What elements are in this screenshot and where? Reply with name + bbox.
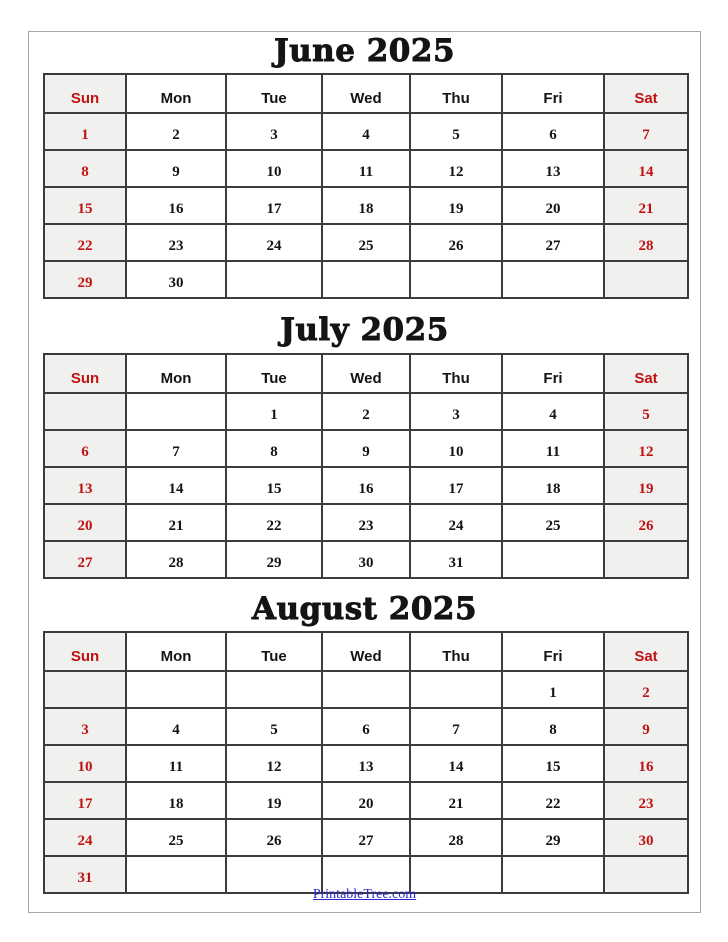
printabletree-link[interactable]: PrintableTree.com (312, 887, 417, 902)
week-row (44, 671, 688, 708)
day-cell-24: 24 (226, 224, 322, 261)
day-cell-29: 29 (502, 819, 604, 856)
day-cell-9: 9 (604, 708, 688, 745)
day-cell-empty (44, 393, 126, 430)
day-cell-19: 19 (604, 467, 688, 504)
day-cell-3: 3 (410, 393, 502, 430)
july-calendar-table (43, 353, 689, 579)
day-cell-19: 19 (226, 782, 322, 819)
day-cell-7: 7 (410, 708, 502, 745)
august-calendar-table (43, 631, 689, 894)
day-cell-4: 4 (126, 708, 226, 745)
week-row (44, 113, 688, 150)
day-cell-22: 22 (226, 504, 322, 541)
day-cell-24: 24 (44, 819, 126, 856)
day-cell-6: 6 (44, 430, 126, 467)
day-cell-18: 18 (126, 782, 226, 819)
day-cell-empty (44, 671, 126, 708)
day-cell-empty (604, 541, 688, 578)
day-cell-2: 2 (322, 393, 410, 430)
day-cell-14: 14 (410, 745, 502, 782)
day-cell-17: 17 (44, 782, 126, 819)
day-cell-19: 19 (410, 187, 502, 224)
day-header-sun: Sun (44, 354, 126, 393)
week-row (44, 819, 688, 856)
day-cell-9: 9 (322, 430, 410, 467)
day-cell-14: 14 (604, 150, 688, 187)
day-cell-21: 21 (126, 504, 226, 541)
day-cell-2: 2 (126, 113, 226, 150)
day-cell-15: 15 (502, 745, 604, 782)
day-cell-23: 23 (322, 504, 410, 541)
day-cell-14: 14 (126, 467, 226, 504)
day-cell-6: 6 (502, 113, 604, 150)
day-cell-17: 17 (226, 187, 322, 224)
day-header-mon: Mon (126, 632, 226, 671)
day-cell-4: 4 (502, 393, 604, 430)
day-cell-26: 26 (410, 224, 502, 261)
day-cell-23: 23 (604, 782, 688, 819)
day-cell-18: 18 (322, 187, 410, 224)
day-cell-25: 25 (322, 224, 410, 261)
day-cell-empty (410, 671, 502, 708)
day-cell-23: 23 (126, 224, 226, 261)
day-cell-12: 12 (410, 150, 502, 187)
week-row (44, 393, 688, 430)
day-cell-13: 13 (502, 150, 604, 187)
day-cell-27: 27 (502, 224, 604, 261)
day-cell-26: 26 (226, 819, 322, 856)
day-cell-15: 15 (226, 467, 322, 504)
day-cell-7: 7 (604, 113, 688, 150)
day-header-thu: Thu (410, 74, 502, 113)
day-header-sat: Sat (604, 74, 688, 113)
day-cell-9: 9 (126, 150, 226, 187)
day-cell-7: 7 (126, 430, 226, 467)
day-cell-29: 29 (44, 261, 126, 298)
day-cell-18: 18 (502, 467, 604, 504)
day-cell-20: 20 (322, 782, 410, 819)
day-cell-30: 30 (126, 261, 226, 298)
day-cell-25: 25 (126, 819, 226, 856)
month-title-july: July 2025 (280, 312, 449, 348)
day-header-wed: Wed (322, 74, 410, 113)
day-cell-empty (502, 541, 604, 578)
day-cell-27: 27 (44, 541, 126, 578)
day-header-wed: Wed (322, 354, 410, 393)
day-cell-12: 12 (226, 745, 322, 782)
day-cell-28: 28 (604, 224, 688, 261)
day-cell-10: 10 (226, 150, 322, 187)
day-cell-8: 8 (226, 430, 322, 467)
day-header-sun: Sun (44, 632, 126, 671)
day-cell-28: 28 (126, 541, 226, 578)
day-cell-3: 3 (226, 113, 322, 150)
month-title-august: August 2025 (251, 591, 478, 627)
day-cell-empty (502, 261, 604, 298)
month-title-june: June 2025 (273, 33, 456, 69)
week-row (44, 430, 688, 467)
day-cell-20: 20 (44, 504, 126, 541)
day-cell-30: 30 (604, 819, 688, 856)
day-cell-25: 25 (502, 504, 604, 541)
day-header-row (44, 74, 688, 113)
day-cell-8: 8 (44, 150, 126, 187)
day-cell-6: 6 (322, 708, 410, 745)
day-cell-30: 30 (322, 541, 410, 578)
day-cell-1: 1 (44, 113, 126, 150)
week-row (44, 708, 688, 745)
day-cell-16: 16 (604, 745, 688, 782)
day-cell-empty (226, 261, 322, 298)
day-header-fri: Fri (502, 354, 604, 393)
day-cell-11: 11 (126, 745, 226, 782)
day-cell-5: 5 (226, 708, 322, 745)
day-cell-16: 16 (126, 187, 226, 224)
day-cell-8: 8 (502, 708, 604, 745)
week-row (44, 467, 688, 504)
day-header-fri: Fri (502, 74, 604, 113)
footer (29, 885, 700, 903)
calendar-page (28, 31, 701, 913)
day-header-sat: Sat (604, 354, 688, 393)
day-header-wed: Wed (322, 632, 410, 671)
day-cell-22: 22 (44, 224, 126, 261)
day-cell-5: 5 (604, 393, 688, 430)
day-header-mon: Mon (126, 74, 226, 113)
day-cell-21: 21 (410, 782, 502, 819)
day-cell-10: 10 (44, 745, 126, 782)
day-cell-24: 24 (410, 504, 502, 541)
day-cell-16: 16 (322, 467, 410, 504)
day-cell-empty (126, 671, 226, 708)
day-cell-empty (604, 261, 688, 298)
day-cell-4: 4 (322, 113, 410, 150)
day-header-thu: Thu (410, 354, 502, 393)
day-cell-28: 28 (410, 819, 502, 856)
day-cell-3: 3 (44, 708, 126, 745)
day-cell-10: 10 (410, 430, 502, 467)
day-cell-2: 2 (604, 671, 688, 708)
day-header-thu: Thu (410, 632, 502, 671)
day-header-sun: Sun (44, 74, 126, 113)
day-cell-12: 12 (604, 430, 688, 467)
day-header-row (44, 354, 688, 393)
day-cell-22: 22 (502, 782, 604, 819)
week-row (44, 745, 688, 782)
week-row (44, 541, 688, 578)
day-cell-13: 13 (322, 745, 410, 782)
day-cell-31: 31 (410, 541, 502, 578)
week-row (44, 150, 688, 187)
day-cell-11: 11 (502, 430, 604, 467)
day-cell-17: 17 (410, 467, 502, 504)
day-cell-21: 21 (604, 187, 688, 224)
day-cell-empty (226, 671, 322, 708)
day-cell-1: 1 (226, 393, 322, 430)
week-row (44, 261, 688, 298)
day-cell-11: 11 (322, 150, 410, 187)
day-cell-13: 13 (44, 467, 126, 504)
day-cell-1: 1 (502, 671, 604, 708)
day-cell-29: 29 (226, 541, 322, 578)
day-header-row (44, 632, 688, 671)
day-header-tue: Tue (226, 354, 322, 393)
day-cell-empty (322, 261, 410, 298)
day-cell-5: 5 (410, 113, 502, 150)
day-cell-26: 26 (604, 504, 688, 541)
week-row (44, 224, 688, 261)
day-cell-15: 15 (44, 187, 126, 224)
day-cell-31: 31 (44, 856, 126, 893)
week-row (44, 782, 688, 819)
day-cell-20: 20 (502, 187, 604, 224)
june-calendar-table (43, 73, 689, 299)
day-cell-empty (126, 393, 226, 430)
day-header-tue: Tue (226, 632, 322, 671)
day-cell-27: 27 (322, 819, 410, 856)
day-header-fri: Fri (502, 632, 604, 671)
day-cell-empty (322, 671, 410, 708)
day-cell-empty (410, 261, 502, 298)
day-header-tue: Tue (226, 74, 322, 113)
day-header-sat: Sat (604, 632, 688, 671)
week-row (44, 504, 688, 541)
day-header-mon: Mon (126, 354, 226, 393)
week-row (44, 187, 688, 224)
